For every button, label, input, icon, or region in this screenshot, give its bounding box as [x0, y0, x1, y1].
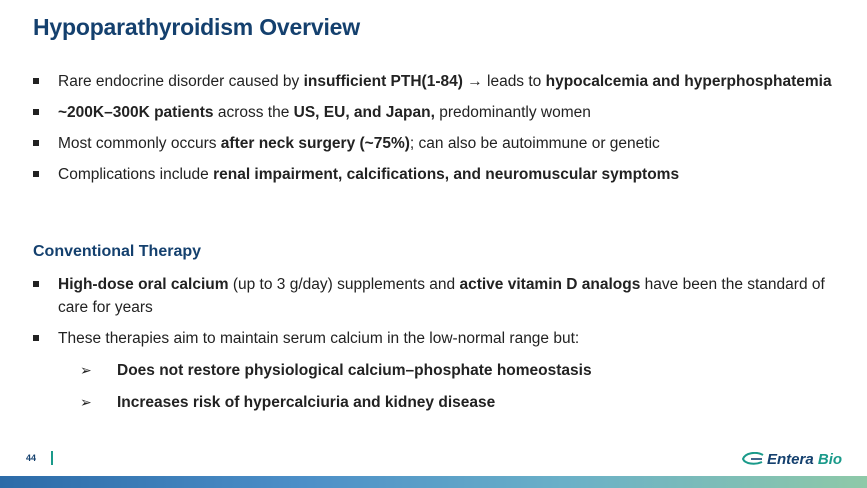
overview-bullet-list: [33, 70, 833, 194]
logo-swoosh-icon: [742, 452, 764, 466]
bullet-text: Most commonly occurs: [58, 135, 221, 152]
sub-bullet-text: Does not restore physiological calcium–phosphate homeostasis: [117, 362, 592, 379]
bullet-bold-text: US, EU, and Japan,: [293, 104, 435, 121]
bullet-square-icon: [33, 78, 39, 84]
therapy-bullet-list: [33, 273, 833, 358]
bullet-text: → leads to: [462, 73, 546, 90]
section-title: Conventional Therapy: [33, 243, 202, 260]
sub-bullet-text: Increases risk of hypercalciuria and kidney disease: [117, 394, 496, 411]
slide-title: Hypoparathyroidism Overview: [33, 14, 360, 40]
page-number: 44: [26, 453, 37, 463]
bullet-text: Complications include: [58, 166, 214, 183]
bullet-bold-text: renal impairment, calcifications, and neuromuscular symptoms: [213, 166, 680, 183]
bullet-square-icon: [33, 335, 39, 341]
bullet-bold-text: hypocalcemia and hyperphosphatemia: [545, 73, 832, 90]
therapy-sub-bullet-list: [80, 359, 820, 423]
bullet-bold-text: ~200K–300K patients: [58, 104, 214, 121]
logo-text-entera: Entera: [767, 450, 814, 468]
sub-bullet-item: [80, 391, 820, 414]
bottom-gradient-stripe: [0, 476, 867, 488]
bullet-item: [33, 327, 833, 350]
bullet-square-icon: [33, 109, 39, 115]
bullet-square-icon: [33, 281, 39, 287]
bullet-item: [33, 163, 833, 186]
bullet-bold-text: High-dose oral calcium: [58, 276, 229, 293]
bullet-bold-text: after neck surgery (~75%): [220, 135, 410, 152]
bullet-bold-text: insufficient PTH(1-84): [303, 73, 463, 90]
bullet-text: Rare endocrine disorder caused by: [58, 73, 304, 90]
logo-text-bio: Bio: [817, 450, 843, 468]
bullet-bold-text: active vitamin D analogs: [459, 276, 641, 293]
bullet-item: [33, 101, 833, 124]
bullet-item: [33, 273, 833, 319]
arrow-bullet-icon: ➢: [80, 394, 92, 410]
bullet-item: [33, 132, 833, 155]
bullet-square-icon: [33, 140, 39, 146]
bullet-text: across the: [213, 104, 294, 121]
entera-bio-logo: [742, 449, 842, 469]
arrow-bullet-icon: ➢: [80, 362, 92, 378]
bullet-text: predominantly women: [434, 104, 591, 121]
sub-bullet-item: [80, 359, 820, 382]
footer-divider: [51, 451, 53, 465]
bullet-text: have been the standard of care for years: [58, 276, 825, 316]
bullet-item: [33, 70, 833, 93]
bullet-text: (up to 3 g/day) supplements and: [228, 276, 460, 293]
bullet-text: ; can also be autoimmune or genetic: [409, 135, 660, 152]
bullet-text: These therapies aim to maintain serum calcium in the low-normal range but:: [58, 330, 580, 347]
bullet-square-icon: [33, 171, 39, 177]
